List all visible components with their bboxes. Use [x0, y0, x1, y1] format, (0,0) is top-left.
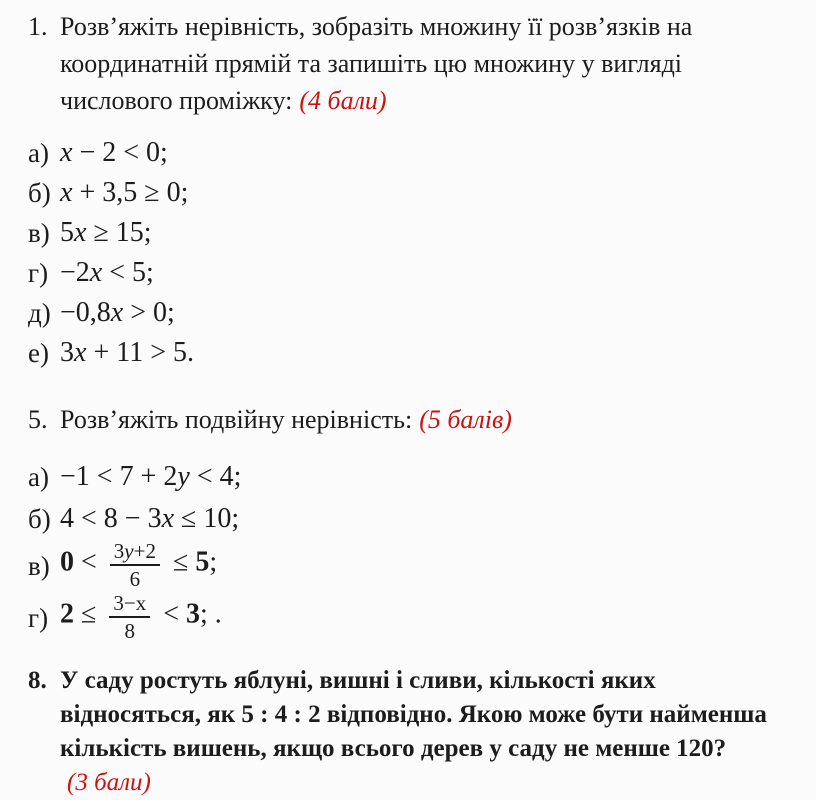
problem-5-items	[28, 456, 816, 644]
problem-5-text	[60, 401, 512, 438]
problem-8-points-badge: (3 бали)	[67, 769, 151, 796]
item-math: x + 3,5 ≥ 0;	[60, 177, 189, 208]
item-math: −1 < 7 + 2y < 4;	[60, 461, 242, 492]
problem-5-points-badge: (5 балів)	[419, 405, 512, 434]
problem-1	[28, 8, 816, 119]
item-math: 2 ≤ $\frac{3-x}{8}$ < 3; .	[60, 591, 222, 644]
item-label: д)	[28, 297, 51, 328]
fraction: $\frac{3y+2}{6}$	[110, 540, 160, 591]
item-math: x − 2 < 0;	[60, 137, 168, 168]
problem-1-item-d	[28, 293, 816, 333]
problem-1-items	[28, 133, 816, 373]
problem-1-item-a	[28, 133, 816, 173]
item-math: −0,8x > 0;	[60, 297, 175, 328]
item-label: е)	[28, 337, 49, 368]
problem-1-points-badge: (4 бали)	[299, 86, 387, 115]
problem-5	[28, 401, 816, 438]
problem-5-item-a	[28, 456, 816, 498]
item-math: 4 < 8 − 3x ≤ 10;	[60, 503, 240, 534]
problem-5-item-b	[28, 498, 816, 540]
problem-1-item-e	[28, 333, 816, 373]
item-math: 5x ≥ 15;	[60, 217, 152, 248]
item-math: 3x + 11 > 5.	[60, 337, 194, 368]
item-label: в)	[28, 550, 50, 581]
item-label: г)	[28, 257, 49, 288]
item-math: 0 < $\frac{3y+2}{6}$ ≤ 5;	[60, 539, 218, 592]
item-label: а)	[28, 137, 49, 168]
fraction: $\frac{3-x}{8}$	[109, 592, 150, 643]
problem-1-text	[60, 8, 786, 119]
problem-1-item-b	[28, 173, 816, 213]
item-label: в)	[28, 217, 50, 248]
problem-5-statement: Розв’яжіть подвійну нерівність:	[60, 405, 413, 434]
item-label: а)	[28, 461, 49, 492]
problem-8-text	[60, 664, 802, 800]
problem-1-number: 1.	[28, 12, 48, 41]
item-math: −2x < 5;	[60, 257, 154, 288]
problem-8-number: 8.	[28, 667, 47, 694]
problem-5-number: 5.	[28, 405, 48, 434]
problem-1-item-h	[28, 253, 816, 293]
item-label: б)	[28, 177, 51, 208]
problem-8	[28, 664, 816, 800]
problem-5-item-v	[28, 540, 816, 592]
problem-5-item-h	[28, 592, 816, 644]
problem-1-statement: Розв’яжіть нерівність, зобразіть множину її розв’язків на координатній прямій та запишіть цю множину у вигляді числового проміжку:	[60, 12, 693, 115]
item-label: б)	[28, 503, 51, 534]
problem-1-item-v	[28, 213, 816, 253]
item-label: г)	[28, 602, 49, 633]
problem-8-statement: У саду ростуть яблуні, вишні і сливи, кількості яких відносяться, як 5 : 4 : 2 відповідно. Якою може бути найменша кількість вишень, якщо всього дерев у саду не менше 120?	[60, 667, 767, 762]
